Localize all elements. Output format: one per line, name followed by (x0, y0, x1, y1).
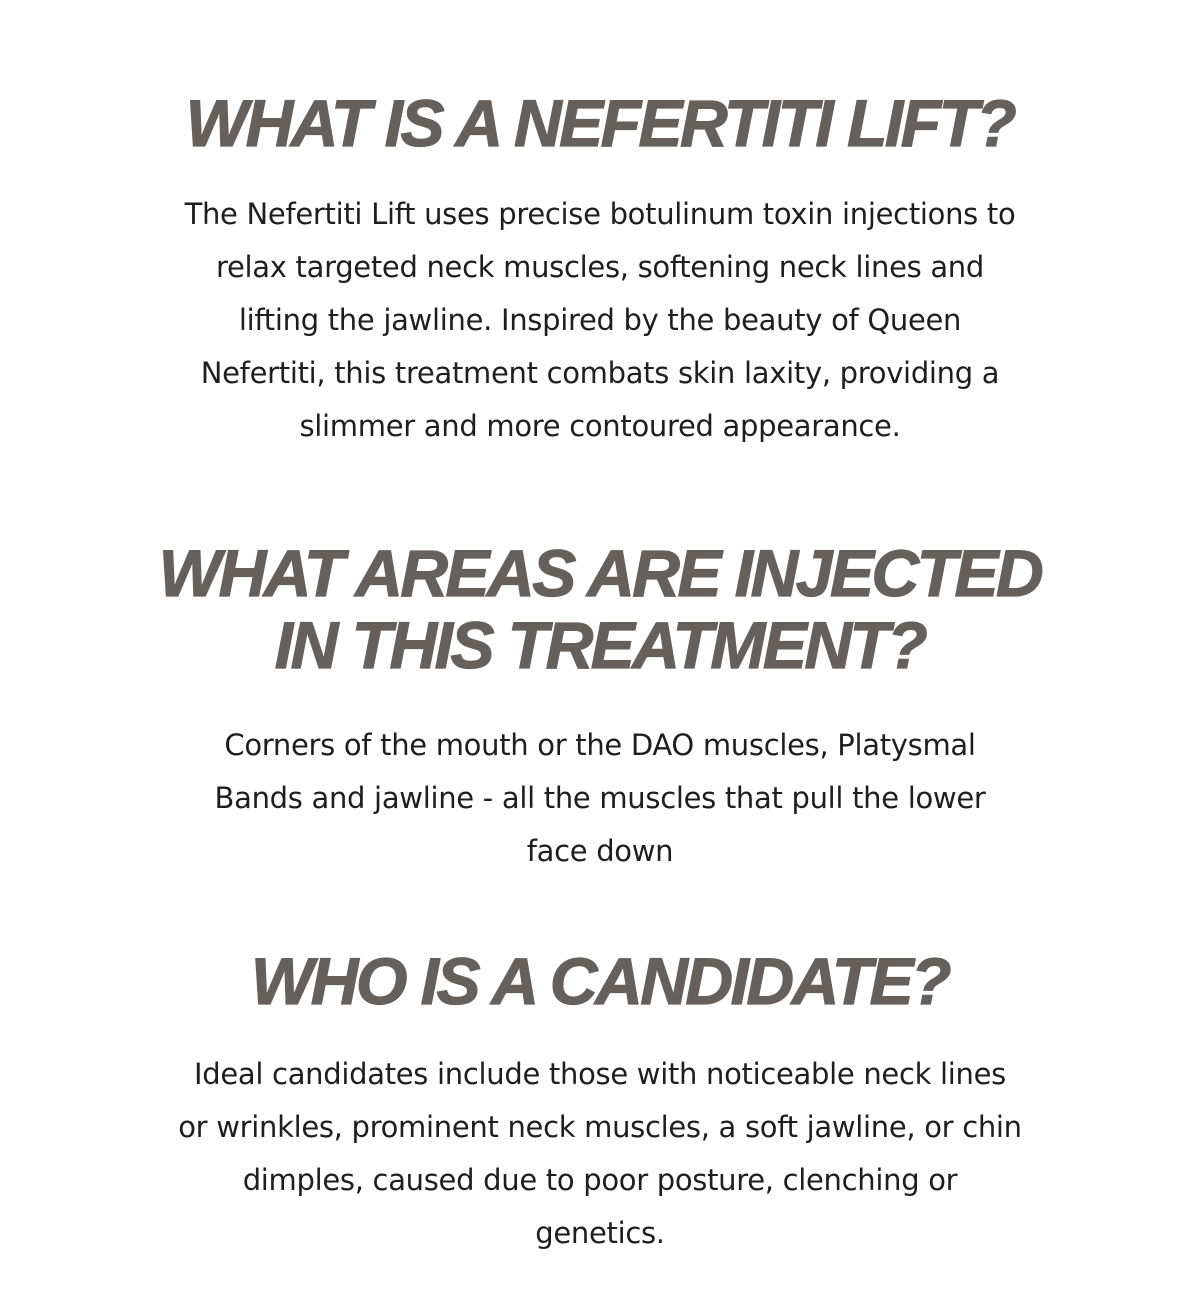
heading-line: IN THIS TREATMENT? (274, 608, 926, 682)
section-what-is-nefertiti-lift (0, 88, 1200, 453)
section-areas-injected (0, 537, 1200, 878)
section-heading (0, 88, 1200, 158)
section-heading (0, 537, 1200, 681)
heading-line: WHAT IS A NEFERTITI LIFT? (185, 86, 1015, 160)
section-who-is-candidate (0, 946, 1200, 1260)
heading-line: WHO IS A CANDIDATE? (251, 944, 949, 1018)
section-heading (0, 946, 1200, 1016)
body-line: or wrinkles, prominent neck muscles, a soft jawline, or chin (178, 1110, 1022, 1144)
body-line: Corners of the mouth or the DAO muscles, Platysmal (224, 728, 976, 762)
body-line: genetics. (535, 1216, 665, 1250)
section-body (0, 719, 1200, 878)
body-line: slimmer and more contoured appearance. (299, 409, 901, 443)
body-line: Bands and jawline - all the muscles that pull the lower (214, 781, 986, 815)
body-line: dimples, caused due to poor posture, clenching or (242, 1163, 958, 1197)
body-line: relax targeted neck muscles, softening neck lines and (216, 250, 984, 284)
section-body (0, 188, 1200, 453)
body-line: Nefertiti, this treatment combats skin laxity, providing a (200, 356, 1000, 390)
body-line: Ideal candidates include those with noticeable neck lines (194, 1057, 1006, 1091)
section-body (0, 1048, 1200, 1260)
heading-line: WHAT AREAS ARE INJECTED (158, 536, 1042, 610)
body-line: lifting the jawline. Inspired by the beauty of Queen (238, 303, 962, 337)
body-line: face down (526, 834, 674, 868)
body-line: The Nefertiti Lift uses precise botulinum toxin injections to (184, 197, 1016, 231)
